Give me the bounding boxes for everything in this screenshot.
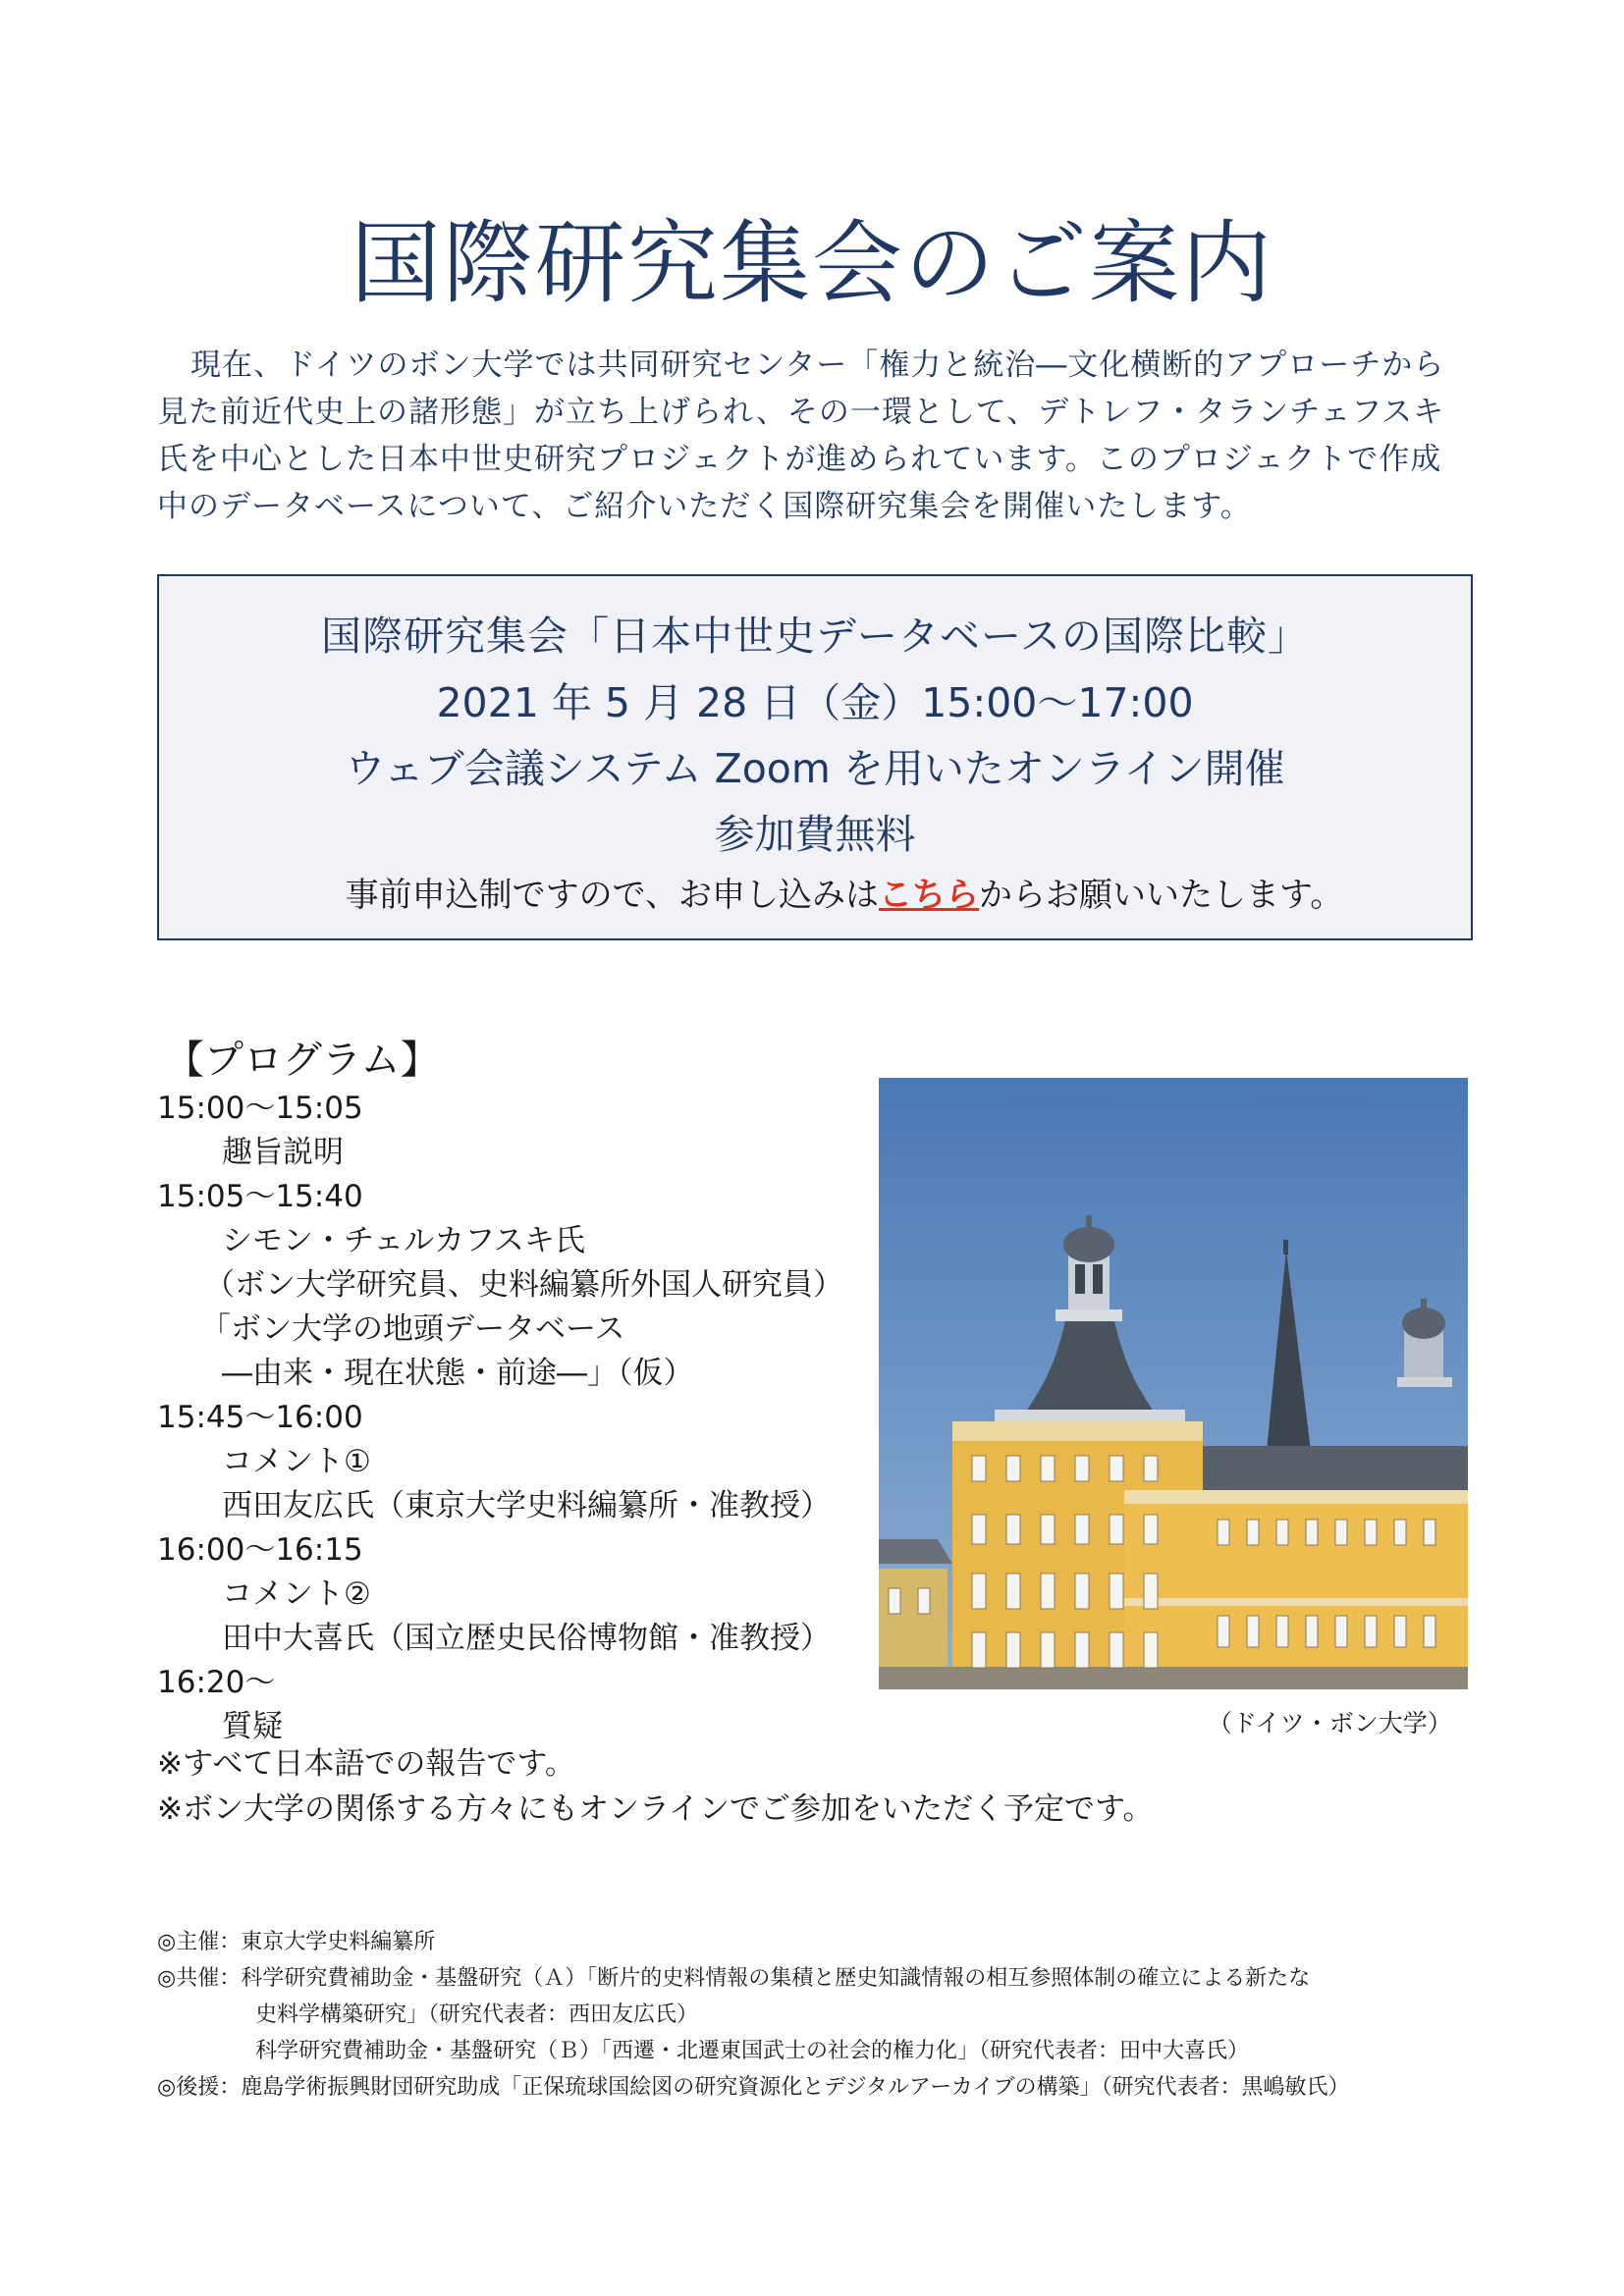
- event-venue: ウェブ会議システム Zoom を用いたオンライン開催: [345, 745, 1285, 792]
- photo-caption: （ドイツ・ボン大学）: [1208, 1709, 1452, 1737]
- program-talk-title: 「ボン大学の地頭データベース: [200, 1311, 625, 1347]
- page-title: 国際研究集会のご案内: [350, 211, 1273, 316]
- notes: [157, 1741, 1154, 1832]
- program-speaker: 田中大喜氏（国立歴史民俗博物館・准教授）: [222, 1621, 831, 1656]
- program-speaker: シモン・チェルカフスキ氏: [222, 1223, 585, 1258]
- credit-line: ◎共催：科学研究費補助金・基盤研究（Ａ）「断片的史料情報の集積と歴史知識情報の相互参照体制の確立による新たな: [157, 1966, 1311, 1991]
- program-item: コメント②: [222, 1576, 371, 1612]
- credit-line: 史料学構築研究」（研究代表者：西田友広氏）: [255, 2002, 699, 2027]
- intro-text: 現在、ドイツのボン大学では共同研究センター「権力と統治―文化横断的アプローチから見た前近代史上の諸形態」が立ち上げられ、その一環として、デトレフ・タランチェフスキ氏を中心とした日本中世史研究プロジェクトが進められています。このプロジェクトで作成中のデータベースについて、ご紹介いただく国際研究集会を開催いたします。: [157, 347, 1445, 524]
- program-time: 16:20～: [157, 1665, 276, 1700]
- program-heading: 【プログラム】: [165, 1038, 440, 1083]
- program-time: 15:05～15:40: [157, 1179, 363, 1214]
- program-time: 15:45～16:00: [157, 1400, 363, 1435]
- intro-paragraph: [157, 342, 1473, 530]
- program-affiliation: （ボン大学研究員、史料編纂所外国人研究員）: [204, 1267, 843, 1303]
- credit-line: ◎主催：東京大学史料編纂所: [157, 1930, 436, 1954]
- organizer-credits: [157, 1924, 1492, 2106]
- program-speaker: 西田友広氏（東京大学史料編纂所・准教授）: [222, 1488, 831, 1523]
- program-time: 16:00～16:15: [157, 1532, 363, 1568]
- event-info-box: [157, 574, 1473, 940]
- note-line: ※ボン大学の関係する方々にもオンラインでご参加をいただく予定です。: [157, 1791, 1154, 1827]
- event-fee: 参加費無料: [714, 811, 916, 858]
- event-datetime: 2021 年 5 月 28 日（金）15:00～17:00: [436, 679, 1194, 726]
- registration-prefix: 事前申込制ですので、お申し込みは: [345, 876, 880, 915]
- program-item: 趣旨説明: [222, 1135, 344, 1170]
- note-line: ※すべて日本語での報告です。: [157, 1746, 575, 1782]
- registration-line: [159, 868, 1471, 916]
- event-name: 国際研究集会「日本中世史データベースの国際比較」: [321, 613, 1309, 660]
- program-time: 15:00～15:05: [157, 1091, 363, 1126]
- registration-link[interactable]: こちら: [879, 876, 980, 915]
- credit-line: ◎後援：鹿島学術振興財団研究助成「正保琉球国絵図の研究資源化とデジタルアーカイブの構築」（研究代表者：黒嶋敏氏）: [157, 2075, 1350, 2100]
- program-item: 質疑: [222, 1709, 283, 1744]
- program-list: [157, 1087, 903, 1749]
- program-item: コメント①: [222, 1444, 371, 1479]
- program-talk-subtitle: ―由来・現在状態・前途―」（仮）: [222, 1356, 694, 1391]
- university-photo: [879, 1078, 1468, 1689]
- registration-suffix: からお願いいたします。: [979, 876, 1344, 915]
- credit-line: 科学研究費補助金・基盤研究（Ｂ）「西遷・北遷東国武士の社会的権力化」（研究代表者：田中大喜氏）: [255, 2039, 1250, 2063]
